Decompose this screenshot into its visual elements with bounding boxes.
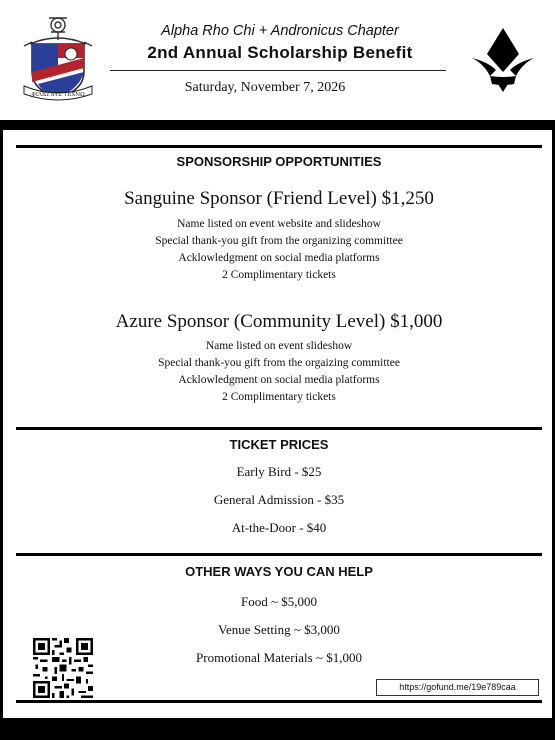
tier-title-sanguine: Sanguine Sponsor (Friend Level) $1,250 [124,188,434,209]
tickets-heading: TICKET PRICES [229,437,329,452]
perk-item: Name listed on event website and slideshow [177,218,381,230]
section-divider [16,553,542,556]
section-divider [16,700,542,703]
tier-perks-sanguine [16,216,542,284]
help-item: Promotional Materials ~ $1,000 [196,650,362,665]
tier-title-azure: Azure Sponsor (Community Level) $1,000 [115,311,443,332]
tier-perks-azure [16,338,542,406]
ticket-price-list [16,458,542,542]
section-divider [16,427,542,430]
sponsorship-heading: SPONSORSHIP OPPORTUNITIES [176,154,382,169]
help-item: Venue Setting ~ $3,000 [218,622,340,637]
event-title: 2nd Annual Scholarship Benefit [147,43,413,62]
donation-link[interactable]: https://gofund.me/19e789caa [376,679,539,696]
help-heading: OTHER WAYS YOU CAN HELP [185,564,373,579]
ticket-price-item: Early Bird - $25 [236,464,322,479]
help-list [16,588,542,672]
event-date: Saturday, November 7, 2026 [184,80,346,95]
perk-item: Acklowledgment on social media platforms [178,374,380,386]
qr-code-icon[interactable] [33,638,93,698]
ticket-price-item: At-the-Door - $40 [231,520,327,535]
perk-item: Special thank-you gift from the organizing committee [155,235,403,247]
fleur-diamond-logo-icon [470,28,536,92]
perk-item: Acklowledgment on social media platforms [178,252,380,264]
organization-name: Alpha Rho Chi + Andronicus Chapter [161,23,399,39]
section-divider [16,145,542,148]
crest-motto: ΦΙΛΙΩ ΑΥΣ ΤΕΧΝΩ [31,92,85,98]
content-card [3,130,552,718]
perk-item: 2 Complimentary tickets [222,269,336,281]
perk-item: 2 Complimentary tickets [222,391,336,403]
perk-item: Special thank-you gift from the orgaizing committee [158,357,400,369]
ticket-price-item: General Admission - $35 [213,492,345,507]
header [0,0,555,120]
perk-item: Name listed on event slideshow [205,340,353,352]
fraternity-crest-icon [18,14,98,102]
header-divider [110,70,446,71]
help-item: Food ~ $5,000 [240,594,317,609]
